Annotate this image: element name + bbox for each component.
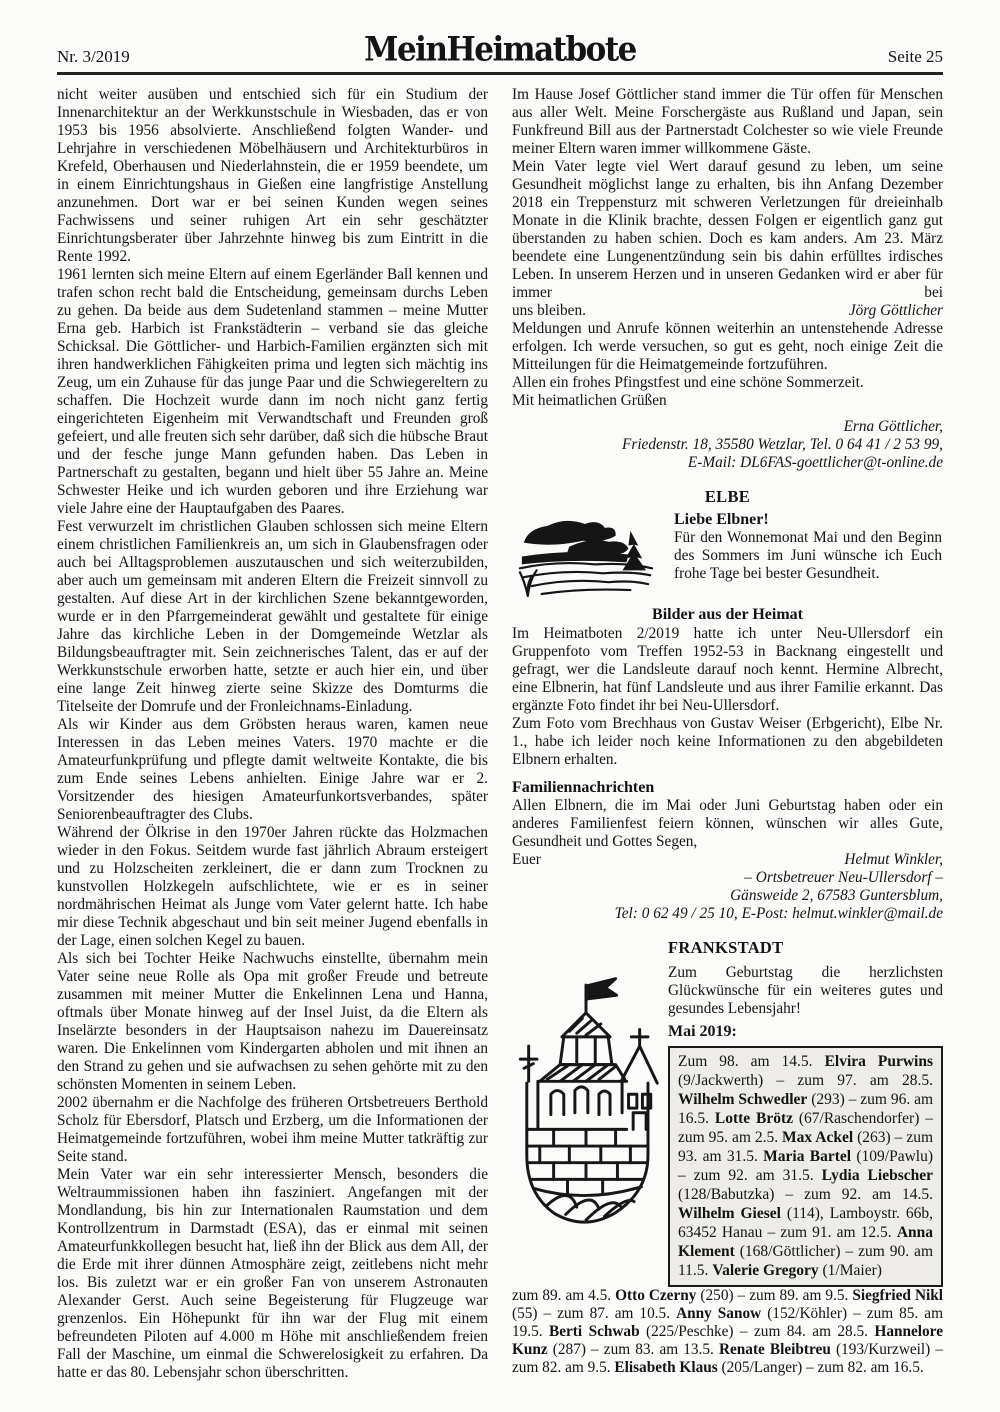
obituary-paragraph: Während der Ölkrise in den 1970er Jahren rückte das Holzmachen wieder in den Fokus. Seitdem wurde fast jährlich Abraum ersteigert und zu Holzscheiten zerkleinert, die er dann zum Trocknen zu kunstvollen Holzkegeln aufschlichtete, wie er es in seiner nordmährischen Heimat als Junge vom Vater gelernt hatte. Ich habe mir diese Technik abgeschaut und bin seit meiner Jugend ebenfalls in der Lage, einen solchen Kegel zu bauen. bbox=[57, 824, 488, 950]
obituary-paragraph: Mein Vater legte viel Wert darauf gesund zu leben, um seine Gesundheit möglichst lange zu erhalten, bis ihn Anfang Dezember 2018 ein Treppensturz mit schweren Verletzungen für dreieinhalb Monate in die Klinik brachte, dessen Folgen er eigentlich ganz gut überstanden zu haben schien. Doch es kam anders. Am 23. März beendete eine Lungenentzündung sein bis dahin erfülltes irdisches Leben. In unserem Herzen und in unseren Gedanken wird er aber für immer bei bbox=[512, 158, 943, 302]
ortsbetreuer-phone-email: Tel: 0 62 49 / 25 10, E-Post: helmut.winkler@mail.de bbox=[614, 905, 943, 923]
subheading-bilder-aus-der-heimat: Bilder aus der Heimat bbox=[652, 606, 803, 624]
author-signature: Jörg Göttlicher bbox=[848, 302, 943, 320]
elbe-intro-row bbox=[512, 511, 943, 602]
birthday-list-box: Zum 98. am 14.5. Elvira Purwins (9/Jackwerth) – zum 97. am 28.5. Wilhelm Schwedler (293) – zum 96. am 16.5. Lotte Brötz (67/Raschendorfer) – zum 95. am 2.5. Max Ackel (263) – zum 93. am 31.5. Maria Bartel (109/Pawlu) – zum 92. am 31.5. Lydia Liebscher (128/Babutzka) – zum 92. am 14.5. Wilhelm Giesel (114), Lamboystr. 66b, 63452 Hanau – zum 91. am 12.5. Anna Klement (168/Göttlicher) – zum 90. am 11.5. Valerie Gregory (1/Maier) bbox=[668, 1046, 943, 1287]
masthead-logo: MeinHeimatbote bbox=[364, 30, 636, 70]
page-number: Seite 25 bbox=[887, 47, 943, 67]
closing-line: Mit heimatlichen Grüßen bbox=[512, 392, 667, 410]
section-heading-elbe: ELBE bbox=[704, 487, 751, 507]
signature-line bbox=[512, 302, 943, 320]
month-label: Mai 2019: bbox=[668, 1023, 737, 1041]
contact-address-block bbox=[512, 418, 943, 472]
frankstadt-crest-illustration bbox=[512, 964, 660, 1287]
elbe-landscape-illustration bbox=[512, 511, 660, 602]
obituary-paragraph: Als wir Kinder aus dem Gröbsten heraus waren, kamen neue Interessen in das Leben meines Vaters. 1970 machte er die Amateurfunkprüfung und pflegte damit weltweite Kontakte, die bis zum Ende seines Lebens anhielten. Einige Jahre war er 2. Vorsitzender des hiesigen Amateurfunkortsverbandes, später Seniorenbeauftragter des Clubs. bbox=[57, 716, 488, 824]
ortsbetreuer-name: Helmut Winkler, bbox=[844, 851, 943, 869]
obituary-paragraph: Als sich bei Tochter Heike Nachwuchs einstellte, übernahm mein Vater seine neue Rolle als Opa mit großer Freude und betreute zusammen mit meiner Mutter die Enkelinnen Lena und Hanna, oftmals über Monate hinweg auf der Insel Juist, da die Eltern als Inselärzte besonders in der Hauptsaison nahezu im Dauereinsatz waren. Die Enkelinnen vom Kindergarten abholen und mit ihnen an den Strand zu gehen und sie aufwachsen zu sehen gehörte mit zu den schönsten Momenten in seinem Leben. bbox=[57, 950, 488, 1094]
euer-label: Euer bbox=[512, 851, 541, 869]
page-header bbox=[57, 30, 943, 75]
left-column bbox=[57, 86, 488, 1382]
contact-email: E-Mail: DL6FAS-goettlicher@t-online.de bbox=[687, 454, 943, 472]
contact-street-phone: Friedenstr. 18, 35580 Wetzlar, Tel. 0 64 41 / 2 53 99, bbox=[622, 436, 943, 454]
obituary-paragraph: Im Hause Josef Göttlicher stand immer die Tür offen für Menschen aus aller Welt. Meine Forschergäste aus Rußland und Japan, sein Funkfreund Bill aus der Partnerstadt Colchester so wie viele Freunde meiner Eltern waren immer willkommene Gäste. bbox=[512, 86, 943, 158]
notice-paragraph: Meldungen und Anrufe können weiterhin an untenstehende Adresse erfolgen. Ich werde versuchen, so gut es geht, noch einige Zeit die Mitteilungen für die Heimatgemeinde fortzuführen. bbox=[512, 320, 943, 374]
ortsbetreuer-title: – Ortsbetreuer Neu-Ullersdorf – bbox=[744, 869, 943, 887]
ortsbetreuer-address: Gänsweide 2, 67583 Guntersblum, bbox=[730, 887, 943, 905]
bilder-paragraph: Im Heimatboten 2/2019 hatte ich unter Neu-Ullersdorf ein Gruppenfoto vom Treffen 1952-53 in Backnang eingestellt und gefragt, wer die Landsleute darauf noch kennt. Hermine Albrecht, eine Elbnerin, hat fünf Landsleute und aus ihrer Familie erkannt. Das ergänzte Foto findet ihr bei Neu-Ullersdorf. bbox=[512, 625, 943, 715]
frankstadt-row bbox=[512, 964, 943, 1287]
subheading-familiennachrichten: Familiennachrichten bbox=[512, 779, 655, 797]
frankstadt-intro: Zum Geburtstag die herzlichsten Glückwünsche für ein weiteres gutes und gesundes Lebensjahr! bbox=[668, 964, 943, 1018]
elbe-greeting bbox=[674, 511, 942, 602]
obituary-paragraph: Fest verwurzelt im christlichen Glauben schlossen sich meine Eltern einem christlichen Familienkreis an, um sich in Glaubensfragen oder auch bei Alltagsproblemen auszutauschen und sich weiterzubilden, aber auch um gemeinsam mit anderen Eltern die Freizeit sinnvoll zu gestalten. Auf diese Art in der kirchlichen Szene bekanntgeworden, wurde er in den Pfarrgemeinderat gewählt und gestaltete für einige Jahre das kirchliche Leben in der Domgemeinde Wetzlar als Bildungsbeauftragter mit. Sein zeichnerisches Talent, das er auf der Werkkunstschule erworben hatte, setzte er auch hier ein, und über eine lange Zeit hinweg zierte seine Skizze des Domturms die Titelseite der Domrufe und der Fronleichnams-Einladung. bbox=[57, 518, 488, 716]
elbe-greeting-text: Für den Wonnemonat Mai und den Beginn des Sommers im Juni wünsche ich Euch frohe Tage bei bester Gesundheit. bbox=[674, 529, 942, 583]
obituary-paragraph: Mein Vater war ein sehr interessierter Mensch, besonders die Weltraummissionen haben ihn fasziniert. Angefangen mit der Mondlandung, bis hin zur Internationalen Raumstation und dem Kontrollzentrum in Darmstadt (ESA), das er einmal mit seinen Amateurfunkkollegen besucht hat, ließ ihn der Blick aus dem All, der die Erde mit ihrer dünnen Atmosphäre zeigt, zeitlebens nicht mehr los. Bis zuletzt war er ein großer Fan von unserem Astronauten Alexander Gerst. Auch seine Begeisterung für Flugzeuge war grenzenlos. Ein Höhepunkt für ihn war der Flug mit einem befreundeten Piloten auf 4.000 m Höhe mit anschließendem freien Fall der Maschine, um einmal die Schwerelosigkeit zu erfahren. Da hatte er das 80. Lebensjahr schon überschritten. bbox=[57, 1166, 488, 1382]
birthday-list-continued: zum 89. am 4.5. Otto Czerny (250) – zum 89. am 9.5. Siegfried Nikl (55) – zum 87. am 10.5. Anny Sanow (152/Köhler) – zum 85. am 19.5. Berti Schwab (225/Peschke) – zum 84. am 28.5. Hannelore Kunz (287) – zum 83. am 13.5. Renate Bleibtreu (193/Kurzweil) – zum 82. am 9.5. Elisabeth Klaus (205/Langer) – zum 82. am 16.5. bbox=[512, 1287, 943, 1377]
section-heading-frankstadt: FRANKSTADT bbox=[668, 938, 784, 958]
two-column-body bbox=[57, 86, 943, 1382]
obituary-paragraph: nicht weiter ausüben und entschied sich für ein Studium der Innenarchitektur an der Werkkunstschule in Wiesbaden, das er von 1953 bis 1956 absolvierte. Anschließend folgten Wander- und Lehrjahre in verschiedenen Möbelhäusern und Architekturbüros in Krefeld, Oberhausen und Niederlahnstein, die er 1959 beendete, um in einem Einrichtungshaus in Gießen eine langfristige Anstellung anzunehmen. Dort war er bei seinen Kunden wegen seines Fachwissens und seiner ruhigen Art ein sehr geschätzter Einrichtungsberater über Jahrzehnte hinweg bis zum Eintritt in die Rente 1992. bbox=[57, 86, 488, 266]
contact-name: Erna Göttlicher, bbox=[843, 418, 943, 436]
familien-paragraph: Allen Elbnern, die im Mai oder Juni Geburtstag haben oder ein anderes Familienfest feiern können, wünschen wir alles Gute, Gesundheit und Gottes Segen, bbox=[512, 797, 943, 851]
signature-line bbox=[512, 851, 943, 869]
brechhaus-paragraph: Zum Foto vom Brechhaus von Gustav Weiser (Erbgericht), Elbe Nr. 1., habe ich leider noch keine Informationen zu den abgebildeten Elbnern erhalten. bbox=[512, 715, 943, 769]
obituary-paragraph: 1961 lernten sich meine Eltern auf einem Egerländer Ball kennen und trafen schon recht bald die Entscheidung, gemeinsam durchs Leben zu gehen. Da beide aus dem Sudetenland stammen – meine Mutter Erna geb. Harbich ist Frankstädterin – verband sie das gleiche Schicksal. Die Göttlicher- und Harbich-Familien ergänzten sich mit ihren handwerklichen Fähigkeiten prima und legten sich mächtig ins Zeug, um ein Zuhause für das junge Paar und die Schwiegereltern zu schaffen. Die Hochzeit wurde dann im noch nicht ganz fertig eingerichteten Eigenheim mit Verwandtschaft und Freunden groß gefeiert, und alle freuten sich sehr darüber, daß sich die hübsche Braut und der fesche junge Mann gefunden haben. Das Leben in Partnerschaft zu gestalten, begann und hielt über 55 Jahre an. Meine Schwester Heike und ich wurden geboren und ihre Erziehung war viele Jahre eine der Hauptaufgaben des Paares. bbox=[57, 266, 488, 518]
right-column bbox=[512, 86, 943, 1382]
obituary-paragraph: 2002 übernahm er die Nachfolge des früheren Ortsbetreuers Berthold Scholz für Ebersdorf, Platsch und Erzberg, um die Informationen der Heimatgemeinde fortzuführen, wobei ihm meine Mutter tatkräftig zur Seite stand. bbox=[57, 1094, 488, 1166]
elbe-salutation: Liebe Elbner! bbox=[674, 511, 769, 529]
issue-number: Nr. 3/2019 bbox=[57, 47, 130, 67]
frankstadt-content bbox=[668, 964, 943, 1287]
paragraph-tail: uns bleiben. bbox=[512, 302, 586, 320]
notice-paragraph: Allen ein frohes Pfingstfest und eine schöne Sommerzeit. bbox=[512, 374, 864, 392]
